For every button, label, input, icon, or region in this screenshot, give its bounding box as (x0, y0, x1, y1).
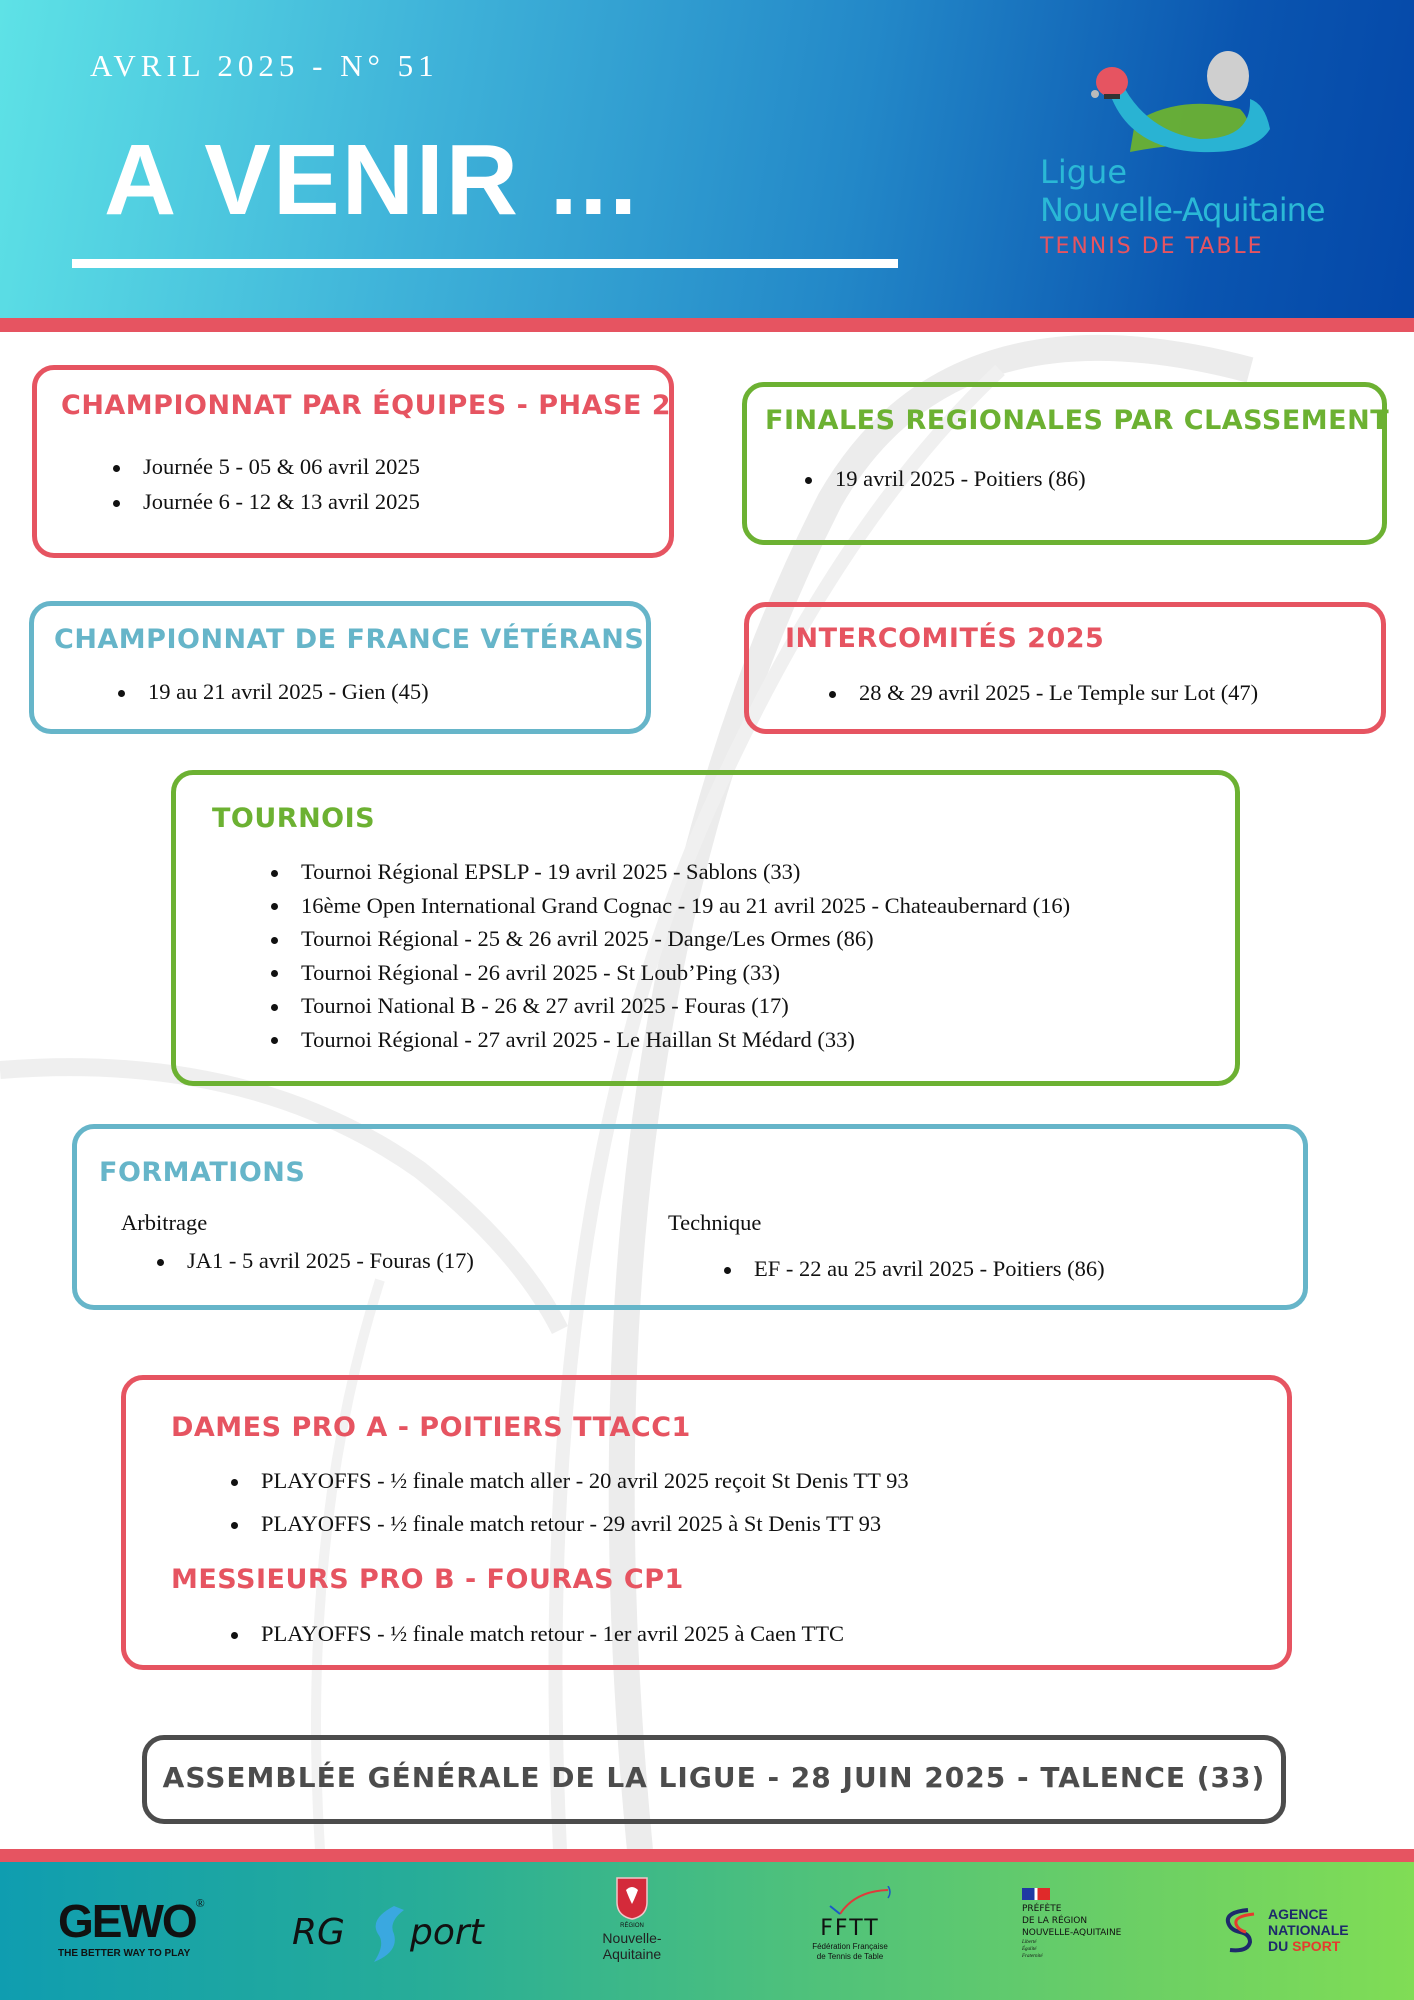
section-tournois (171, 770, 1240, 1086)
list-item: 28 & 29 avril 2025 - Le Temple sur Lot (47) (829, 679, 1258, 706)
ans-line3b: SPORT (1292, 1938, 1341, 1954)
french-flag-icon (1022, 1888, 1050, 1900)
ping-pong-logo-icon (1040, 44, 1410, 154)
title-underline (72, 259, 898, 268)
prefete-line2: DE LA RÉGION (1022, 1916, 1088, 1926)
page-title: A VENIR ... (104, 124, 640, 236)
motto-liberte: Liberté (1022, 1940, 1037, 1945)
gewo-logo (58, 1896, 205, 1960)
section-veterans (29, 601, 651, 734)
messieurs-list (231, 1620, 844, 1647)
fftt-ball-arc-icon (800, 1886, 900, 1916)
section-formations (72, 1124, 1308, 1310)
list-item: JA1 - 5 avril 2025 - Fouras (17) (157, 1247, 474, 1274)
region-line2: Aquitaine (602, 1946, 662, 1962)
list-item: Tournoi National B - 26 & 27 avril 2025 - Fouras (17) (271, 992, 1070, 1019)
motto-fraternite: Fraternité (1022, 1954, 1043, 1959)
rgsport-left: RG (292, 1912, 345, 1953)
logo-ligue-text: Ligue (1040, 153, 1127, 191)
list-item: Tournoi Régional EPSLP - 19 avril 2025 - Sablons (33) (271, 858, 1070, 885)
section-title: CHAMPIONNAT PAR ÉQUIPES - PHASE 2 (61, 390, 672, 421)
ans-logo (1220, 1906, 1380, 1958)
rgsport-logo (292, 1904, 522, 1966)
section-pro-teams (121, 1375, 1292, 1670)
list-item: 19 au 21 avril 2025 - Gien (45) (118, 678, 429, 705)
ans-line1: AGENCE (1268, 1906, 1328, 1922)
section-assemblee-generale (142, 1735, 1286, 1824)
arbitrage-list (157, 1247, 474, 1274)
technique-label: Technique (668, 1210, 762, 1235)
section-title: FINALES REGIONALES PAR CLASSEMENT (765, 405, 1390, 436)
section-title: CHAMPIONNAT DE FRANCE VÉTÉRANS (54, 624, 645, 655)
fftt-name: FFTT (820, 1916, 880, 1941)
fftt-line2: de Tennis de Table (816, 1952, 884, 1961)
technique-list (724, 1255, 1105, 1282)
list-item: EF - 22 au 25 avril 2025 - Poitiers (86) (724, 1255, 1105, 1282)
list-item: Tournoi Régional - 26 avril 2025 - St Loub’Ping (33) (271, 959, 1070, 986)
ans-line2: NATIONALE (1268, 1922, 1349, 1938)
section-list (805, 465, 1086, 492)
header-red-stripe (0, 318, 1414, 332)
gewo-tagline: THE BETTER WAY TO PLAY (58, 1948, 191, 1959)
section-list (271, 858, 1070, 1053)
header-banner (0, 0, 1414, 322)
list-item: PLAYOFFS - ½ finale match retour - 29 avril 2025 à St Denis TT 93 (231, 1510, 909, 1537)
ag-title: ASSEMBLÉE GÉNÉRALE DE LA LIGUE - 28 JUIN 2025 - TALENCE (33) (162, 1761, 1266, 1794)
list-item: 19 avril 2025 - Poitiers (86) (805, 465, 1086, 492)
list-item: PLAYOFFS - ½ finale match aller - 20 avril 2025 reçoit St Denis TT 93 (231, 1467, 909, 1494)
rgsport-right: port (410, 1912, 484, 1953)
rgsport-swoosh-icon (364, 1904, 408, 1966)
section-title: INTERCOMITÉS 2025 (785, 623, 1105, 654)
region-shield-icon (615, 1876, 649, 1920)
section-list (118, 678, 429, 705)
gewo-name: GEWO (58, 1895, 196, 1947)
footer-sponsors (0, 1862, 1414, 2000)
dames-title: DAMES PRO A - POITIERS TTACC1 (171, 1412, 691, 1443)
list-item: 16ème Open International Grand Cognac - 19 au 21 avril 2025 - Chateaubernard (16) (271, 892, 1070, 919)
region-line1: Nouvelle- (602, 1930, 662, 1946)
ans-s-icon (1220, 1906, 1260, 1956)
region-logo (590, 1876, 674, 1962)
fftt-logo (795, 1886, 905, 1962)
gewo-registered: ® (195, 1896, 205, 1910)
prefete-logo (1022, 1888, 1121, 1960)
logo-tennis-text: TENNIS DE TABLE (1040, 234, 1264, 259)
motto-egalite: Égalité (1022, 1947, 1037, 1952)
list-item: Tournoi Régional - 27 avril 2025 - Le Haillan St Médard (33) (271, 1026, 1070, 1053)
list-item: PLAYOFFS - ½ finale match retour - 1er avril 2025 à Caen TTC (231, 1620, 844, 1647)
ans-line3a: DU (1268, 1938, 1293, 1954)
section-list (829, 679, 1258, 706)
section-list (113, 453, 420, 515)
dames-list (231, 1467, 909, 1537)
logo-region-text: Nouvelle-Aquitaine (1040, 191, 1325, 229)
issue-label: AVRIL 2025 - N° 51 (90, 48, 439, 83)
section-championnat-equipes (32, 365, 674, 558)
section-title: FORMATIONS (99, 1157, 306, 1188)
prefete-line3: NOUVELLE-AQUITAINE (1022, 1928, 1122, 1938)
fftt-line1: Fédération Française (812, 1942, 888, 1951)
footer-red-stripe (0, 1849, 1414, 1863)
region-small: RÉGION (620, 1923, 644, 1929)
section-intercomites (744, 602, 1386, 734)
ligue-logo (1040, 44, 1410, 284)
section-finales-regionales (742, 382, 1390, 545)
messieurs-title: MESSIEURS PRO B - FOURAS CP1 (171, 1564, 684, 1595)
list-item: Journée 6 - 12 & 13 avril 2025 (113, 488, 420, 515)
section-title: TOURNOIS (212, 803, 376, 834)
prefete-line1: PRÉFÈTE (1022, 1904, 1062, 1914)
arbitrage-label: Arbitrage (121, 1210, 208, 1235)
list-item: Journée 5 - 05 & 06 avril 2025 (113, 453, 420, 480)
list-item: Tournoi Régional - 25 & 26 avril 2025 - Dange/Les Ormes (86) (271, 925, 1070, 952)
